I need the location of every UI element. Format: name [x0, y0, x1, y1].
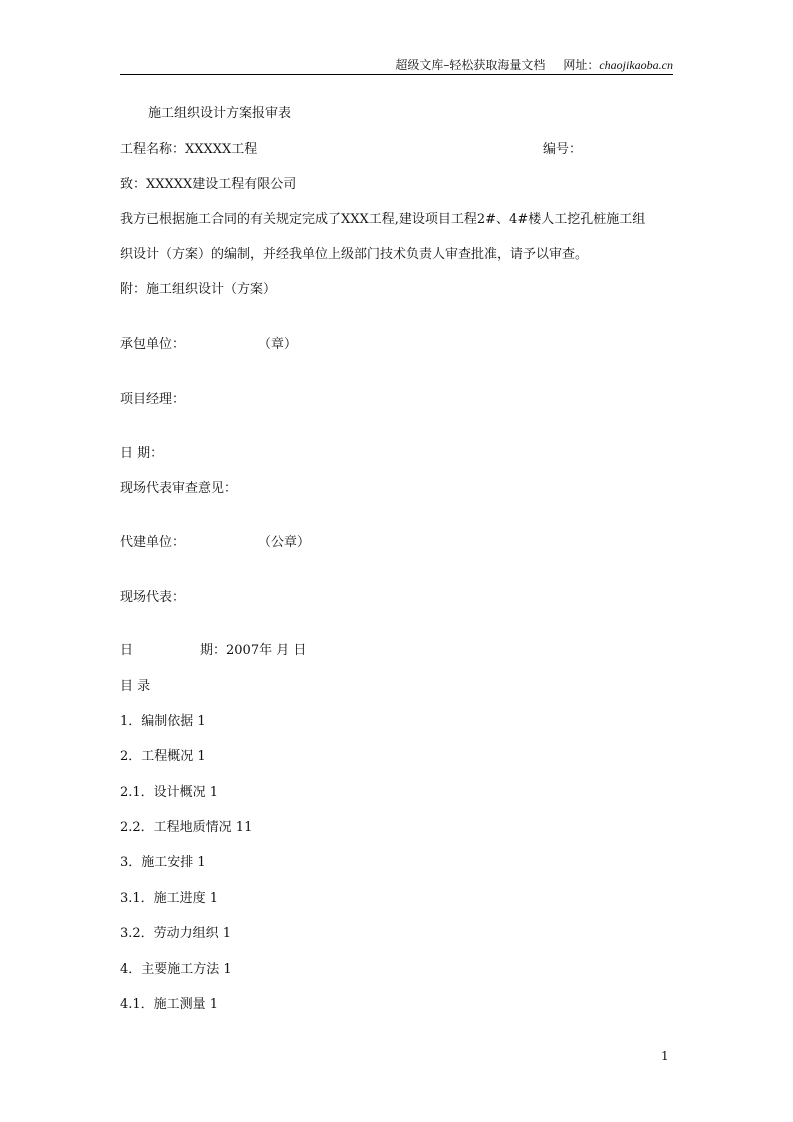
header-site-text: 超级文库–轻松获取海量文档 [395, 58, 546, 72]
date2-value: 期：2007年 月 日 [200, 643, 307, 658]
toc-item: 3.2．劳动力组织 1 [120, 926, 232, 941]
project-number-label: 编号： [543, 142, 583, 157]
site-rep-opinion-label: 现场代表审查意见： [120, 481, 238, 496]
contractor-seal: （章） [258, 337, 298, 352]
body-line-2: 织设计（方案）的编制，并经我单位上级部门技术负责人审查批准，请予以审查。 [120, 247, 589, 262]
header-rule [120, 74, 673, 75]
addressee: 致：XXXXX建设工程有限公司 [120, 177, 297, 192]
toc-item: 2．工程概况 1 [120, 749, 206, 764]
date-label: 日 期： [120, 446, 164, 461]
toc-item: 4.1．施工测量 1 [120, 997, 219, 1012]
header-url-label: 网址： [563, 58, 600, 72]
toc-item: 4．主要施工方法 1 [120, 962, 232, 977]
contractor-label: 承包单位： [120, 337, 186, 352]
agent-seal: （公章） [258, 535, 311, 550]
form-title: 施工组织设计方案报审表 [148, 106, 292, 121]
page-number: 1 [661, 1049, 669, 1063]
project-name: 工程名称：XXXXX工程 [120, 142, 258, 157]
toc-heading: 目 录 [120, 679, 151, 694]
header-url: chaojikaoba.cn [599, 58, 673, 72]
date2-label: 日 [120, 643, 134, 658]
toc-item: 3．施工安排 1 [120, 855, 206, 870]
toc-item: 1．编制依据 1 [120, 714, 206, 729]
project-manager-label: 项目经理： [120, 392, 186, 407]
toc-item: 3.1．施工进度 1 [120, 891, 219, 906]
site-rep-label: 现场代表： [120, 590, 186, 605]
toc-item: 2.1．设计概况 1 [120, 785, 219, 800]
page-header [120, 56, 673, 74]
agent-label: 代建单位： [120, 535, 186, 550]
toc-item: 2.2．工程地质情况 11 [120, 820, 253, 835]
body-line-1: 我方已根据施工合同的有关规定完成了XXX工程,建设项目工程2#、4#楼人工挖孔桩施工组 [120, 212, 646, 227]
attachment: 附：施工组织设计（方案） [120, 282, 277, 297]
